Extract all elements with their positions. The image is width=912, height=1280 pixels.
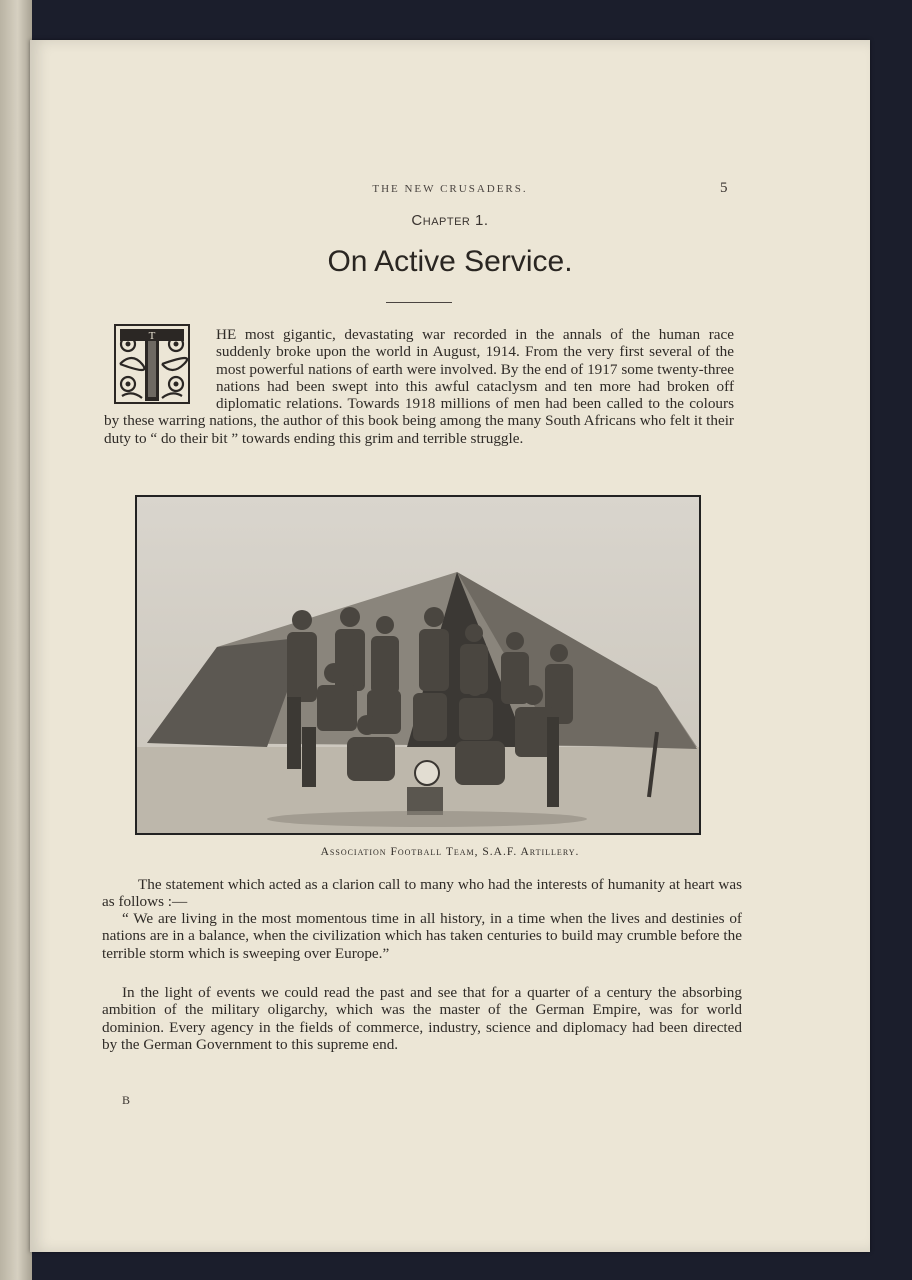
paragraph-german-empire: In the light of events we could read the past and see that for a quarter of a century the absorbing ambition of the military oligarchy, which was the master of the German Empire, was for world dominion. Every agency in the fields of commerce, industry, science and diplomacy had been directed by the German Government to this supreme end. (102, 984, 742, 1053)
paragraph-quotation: “ We are living in the most momentous time in all history, in a time when the lives and destinies of nations are in a balance, when the civilization which has taken centuries to build may crumble before the terrible storm which is sweeping over Europe.” (102, 910, 742, 962)
paragraph-opening: HE most gigantic, devastating war recorded in the annals of the human race suddenly broke upon the world in August, 1914. From the very first several of the most powerful nations of earth were involved. By the end of 1917 some twenty-three nations had been swept into this awful cataclysm and ten more had broken off diplomatic relations. Towards 1918 millions of men had been called to the colours by these warring nations, the author of this book being among the many South Africans who felt it their duty to “ do their bit ” towards ending this grim and terrible struggle. (104, 326, 734, 447)
signature-mark: B (122, 1093, 131, 1107)
page-number: 5 (720, 180, 728, 196)
team-photograph (135, 495, 701, 835)
facing-page-edge (0, 0, 32, 1280)
paragraph-clarion-call: The statement which acted as a clarion call to many who had the interests of humanity at heart was as follows :— (102, 876, 742, 911)
book-page (30, 40, 870, 1252)
title-divider (386, 302, 452, 303)
svg-text:T: T (148, 330, 156, 342)
chapter-title: On Active Service. (327, 245, 573, 278)
running-head: THE NEW CRUSADERS. (372, 183, 528, 195)
photo-caption: Association Football Team, S.A.F. Artillery. (320, 846, 580, 858)
chapter-label: Chapter 1. (411, 212, 489, 229)
